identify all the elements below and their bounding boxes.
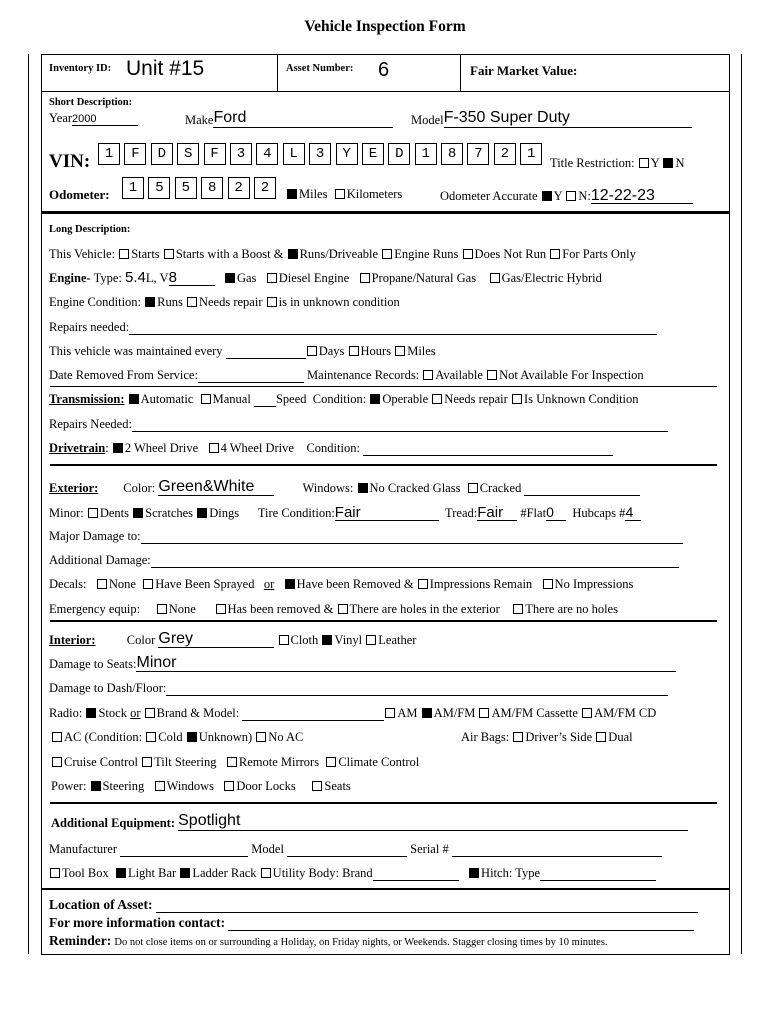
engine-cylinders-value[interactable]: 8 [168, 269, 177, 286]
vin-char[interactable]: E [362, 143, 384, 165]
vin-char[interactable]: 1 [520, 143, 542, 165]
cruise-control-checkbox[interactable] [52, 757, 62, 767]
for-parts-checkbox[interactable] [550, 249, 560, 259]
cloth-checkbox[interactable] [279, 635, 289, 645]
vin-char[interactable]: 4 [256, 143, 278, 165]
odometer-char[interactable]: 2 [254, 177, 276, 199]
impressions-remain-checkbox[interactable] [418, 579, 428, 589]
scratches-checkbox[interactable] [133, 508, 143, 518]
vin-cells[interactable] [98, 143, 547, 165]
title-restriction-n-checkbox[interactable] [663, 158, 673, 168]
vin-char[interactable]: F [204, 143, 226, 165]
door-locks-checkbox[interactable] [224, 781, 234, 791]
emergency-row: Emergency equip: None Has been removed & There are holes in the exterior There are no holes [49, 602, 618, 616]
engine-runs-checkbox[interactable] [382, 249, 392, 259]
airbags-row: Air Bags: Driver’s Side Dual [461, 730, 633, 744]
miles-maint-checkbox[interactable] [395, 346, 405, 356]
operable-checkbox[interactable] [370, 394, 380, 404]
hybrid-checkbox[interactable] [490, 273, 500, 283]
left-margin-rule [28, 54, 29, 954]
additional-equipment-value: Spotlight [178, 812, 241, 829]
transmission-row: Transmission: Automatic Manual Speed Condition: Operable Needs repair Is Unknown Condition [49, 392, 639, 406]
make-field[interactable]: MakeFord [185, 109, 393, 128]
header-section [41, 54, 730, 212]
vin-char[interactable]: F [124, 143, 146, 165]
year-field[interactable]: Year2000 [49, 111, 138, 126]
no-impressions-checkbox[interactable] [543, 579, 553, 589]
seat-damage-value: Minor [136, 654, 177, 671]
vin-char[interactable]: 7 [467, 143, 489, 165]
ladder-rack-checkbox[interactable] [180, 868, 190, 878]
vin-char[interactable]: D [388, 143, 410, 165]
odometer-char[interactable]: 5 [148, 177, 170, 199]
odometer-char[interactable]: 1 [122, 177, 144, 199]
radio-row: Radio: Stock or Brand & Model: AM AM/FM AM/FM Cassette AM/FM CD [49, 706, 657, 720]
odometer-char[interactable]: 5 [175, 177, 197, 199]
reminder-note: Reminder: Do not close items on or surrounding a Holiday, on Friday nights, or Weekends. Stagger closing times by 10 minutes. [49, 933, 608, 948]
seat-damage-field[interactable]: Damage to Seats:Minor [49, 654, 676, 672]
diesel-checkbox[interactable] [267, 273, 277, 283]
airbag-driver-checkbox[interactable] [513, 732, 523, 742]
features-row: Cruise Control Tilt Steering Remote Mirrors Climate Control [51, 755, 419, 770]
tire-condition-value[interactable]: Fair [334, 504, 361, 521]
engine-liters-value[interactable]: 5.4 [125, 269, 146, 286]
power-windows-checkbox[interactable] [155, 781, 165, 791]
minor-damage-row: Minor: Dents Scratches Dings Tire Condition:Fair Tread:Fair #Flat0 Hubcaps #4 [49, 504, 641, 521]
no-holes-checkbox[interactable] [513, 604, 523, 614]
decals-removed-checkbox[interactable] [285, 579, 295, 589]
contact-field[interactable]: For more information contact: [49, 915, 694, 931]
climate-control-checkbox[interactable] [326, 757, 336, 767]
hours-checkbox[interactable] [349, 346, 359, 356]
four-wheel-drive-checkbox[interactable] [209, 443, 219, 453]
additional-equipment-field[interactable]: Additional Equipment: Spotlight [51, 812, 688, 831]
odometer-date-value[interactable]: 12-22-23 [590, 187, 655, 204]
model-value: F-350 Super Duty [443, 109, 570, 126]
dents-checkbox[interactable] [88, 508, 98, 518]
engine-runs-condition-checkbox[interactable] [145, 297, 155, 307]
holes-exterior-checkbox[interactable] [338, 604, 348, 614]
ac-cold-checkbox[interactable] [146, 732, 156, 742]
trans-unknown-checkbox[interactable] [512, 394, 522, 404]
days-checkbox[interactable] [307, 346, 317, 356]
vin-char[interactable]: D [151, 143, 173, 165]
does-not-run-checkbox[interactable] [463, 249, 473, 259]
removed-service-row: Date Removed From Service: Maintenance Records: Available Not Available For Inspection [49, 368, 644, 382]
decals-sprayed-checkbox[interactable] [143, 579, 153, 589]
emergency-none-checkbox[interactable] [157, 604, 167, 614]
vin-label: VIN: [49, 151, 91, 172]
right-margin-rule [741, 54, 742, 954]
long-description-section [41, 212, 730, 955]
vin-char[interactable]: 2 [494, 143, 516, 165]
power-row: Power: Steering Windows Door Locks Seats [51, 779, 351, 793]
exterior-row: Exterior: Color: Green&White Windows: No Cracked Glass Cracked [49, 478, 640, 496]
flat-value[interactable]: 0 [546, 504, 554, 520]
long-description-label: Long Description: [49, 224, 131, 235]
records-not-available-checkbox[interactable] [487, 370, 497, 380]
starts-checkbox[interactable] [119, 249, 129, 259]
propane-checkbox[interactable] [360, 273, 370, 283]
radio-brand-checkbox[interactable] [145, 708, 155, 718]
model-field[interactable]: ModelF-350 Super Duty [411, 109, 692, 128]
asset-number-value[interactable]: 6 [378, 59, 390, 81]
make-value: Ford [213, 109, 247, 126]
amfm-cassette-checkbox[interactable] [479, 708, 489, 718]
vin-char[interactable]: 1 [415, 143, 437, 165]
light-bar-checkbox[interactable] [116, 868, 126, 878]
asset-number-label: Asset Number: [286, 63, 354, 74]
engine-type-row: Engine- Type: 5.4L, V8 Gas Diesel Engine Propane/Natural Gas Gas/Electric Hybrid [49, 269, 602, 286]
additional-damage-field[interactable]: Additional Damage: [49, 553, 679, 568]
automatic-checkbox[interactable] [129, 394, 139, 404]
manual-checkbox[interactable] [201, 394, 211, 404]
tread-value[interactable]: Fair [477, 504, 504, 521]
odometer-accurate-y-checkbox[interactable] [542, 191, 552, 201]
form-title: Vehicle Inspection Form [304, 18, 466, 35]
miles-checkbox[interactable] [287, 189, 297, 199]
hubcaps-value[interactable]: 4 [625, 504, 634, 520]
records-available-checkbox[interactable] [423, 370, 433, 380]
kilometers-checkbox[interactable] [335, 189, 345, 199]
engine-needs-repair-checkbox[interactable] [187, 297, 197, 307]
title-restriction: Title Restriction: Y N [550, 156, 685, 170]
vin-char[interactable]: 3 [230, 143, 252, 165]
exterior-color-value[interactable]: Green&White [158, 478, 255, 495]
cracked-checkbox[interactable] [468, 483, 478, 493]
fair-market-value-label: Fair Market Value: [470, 63, 578, 78]
odometer-char[interactable]: 8 [201, 177, 223, 199]
vehicle-status-row: This Vehicle: Starts Starts with a Boost & Runs/Driveable Engine Runs Does Not Run For Parts Only [49, 247, 636, 261]
gas-checkbox[interactable] [225, 273, 235, 283]
power-seats-checkbox[interactable] [312, 781, 322, 791]
engine-unknown-checkbox[interactable] [267, 297, 277, 307]
two-wheel-drive-checkbox[interactable] [113, 443, 123, 453]
trans-repairs-field[interactable]: Repairs Needed: [49, 417, 668, 432]
vin-char[interactable]: 8 [441, 143, 463, 165]
utility-body-checkbox[interactable] [261, 868, 271, 878]
tool-box-checkbox[interactable] [50, 868, 60, 878]
year-value: 2000 [72, 113, 97, 125]
drivetrain-row: Drivetrain: 2 Wheel Drive 4 Wheel Drive Condition: [49, 441, 613, 456]
vin-char[interactable]: Y [336, 143, 358, 165]
odometer-units: Miles Kilometers [286, 187, 402, 202]
interior-row: Interior: Color Grey Cloth Vinyl Leather [49, 630, 417, 647]
title-restriction-y-checkbox[interactable] [639, 158, 649, 168]
major-damage-field[interactable]: Major Damage to: [49, 529, 683, 544]
short-description-label: Short Description: [49, 97, 133, 108]
odometer-accurate-n-checkbox[interactable] [566, 191, 576, 201]
manufacturer-row: Manufacturer Model Serial # [49, 842, 662, 857]
power-steering-checkbox[interactable] [91, 781, 101, 791]
vin-char[interactable]: L [283, 143, 305, 165]
equipment-options-row: Tool Box Light Bar Ladder Rack Utility Body: Brand Hitch: Type [49, 866, 656, 881]
odometer-cells[interactable] [122, 177, 280, 199]
airbag-dual-checkbox[interactable] [596, 732, 606, 742]
ac-unknown-checkbox[interactable] [187, 732, 197, 742]
starts-boost-checkbox[interactable] [164, 249, 174, 259]
dash-damage-field[interactable]: Damage to Dash/Floor: [49, 681, 668, 696]
am-checkbox[interactable] [385, 708, 395, 718]
vin-char[interactable]: 3 [309, 143, 331, 165]
engine-condition-row: Engine Condition: Runs Needs repair is in unknown condition [49, 295, 400, 309]
inventory-id-value[interactable]: Unit #15 [126, 57, 205, 80]
repairs-needed-field[interactable]: Repairs needed: [49, 320, 657, 335]
location-field[interactable]: Location of Asset: [49, 897, 698, 913]
hitch-checkbox[interactable] [469, 868, 479, 878]
dings-checkbox[interactable] [197, 508, 207, 518]
emergency-removed-checkbox[interactable] [216, 604, 226, 614]
remote-mirrors-checkbox[interactable] [227, 757, 237, 767]
odometer-label: Odometer: [49, 187, 110, 202]
decals-row: Decals: None Have Been Sprayed or Have been Removed & Impressions Remain No Impressions [49, 577, 634, 591]
vin-char[interactable]: S [177, 143, 199, 165]
ac-row: AC (Condition: Cold Unknown) No AC [51, 730, 303, 745]
tilt-steering-checkbox[interactable] [142, 757, 152, 767]
amfm-cd-checkbox[interactable] [582, 708, 592, 718]
odometer-char[interactable]: 2 [228, 177, 250, 199]
no-ac-checkbox[interactable] [256, 732, 266, 742]
odometer-accurate: Odometer Accurate Y N:12-22-23 [440, 187, 693, 204]
leather-checkbox[interactable] [366, 635, 376, 645]
radio-stock-checkbox[interactable] [86, 708, 96, 718]
inventory-id-label: Inventory ID: [49, 63, 112, 74]
no-cracked-glass-checkbox[interactable] [358, 483, 368, 493]
vinyl-checkbox[interactable] [322, 635, 332, 645]
decals-none-checkbox[interactable] [97, 579, 107, 589]
interior-color-value[interactable]: Grey [158, 630, 194, 647]
trans-needs-repair-checkbox[interactable] [432, 394, 442, 404]
maintenance-row: This vehicle was maintained every Days Hours Miles [49, 344, 436, 358]
amfm-checkbox[interactable] [422, 708, 432, 718]
ac-checkbox[interactable] [52, 732, 62, 742]
runs-driveable-checkbox[interactable] [288, 249, 298, 259]
vin-char[interactable]: 1 [98, 143, 120, 165]
